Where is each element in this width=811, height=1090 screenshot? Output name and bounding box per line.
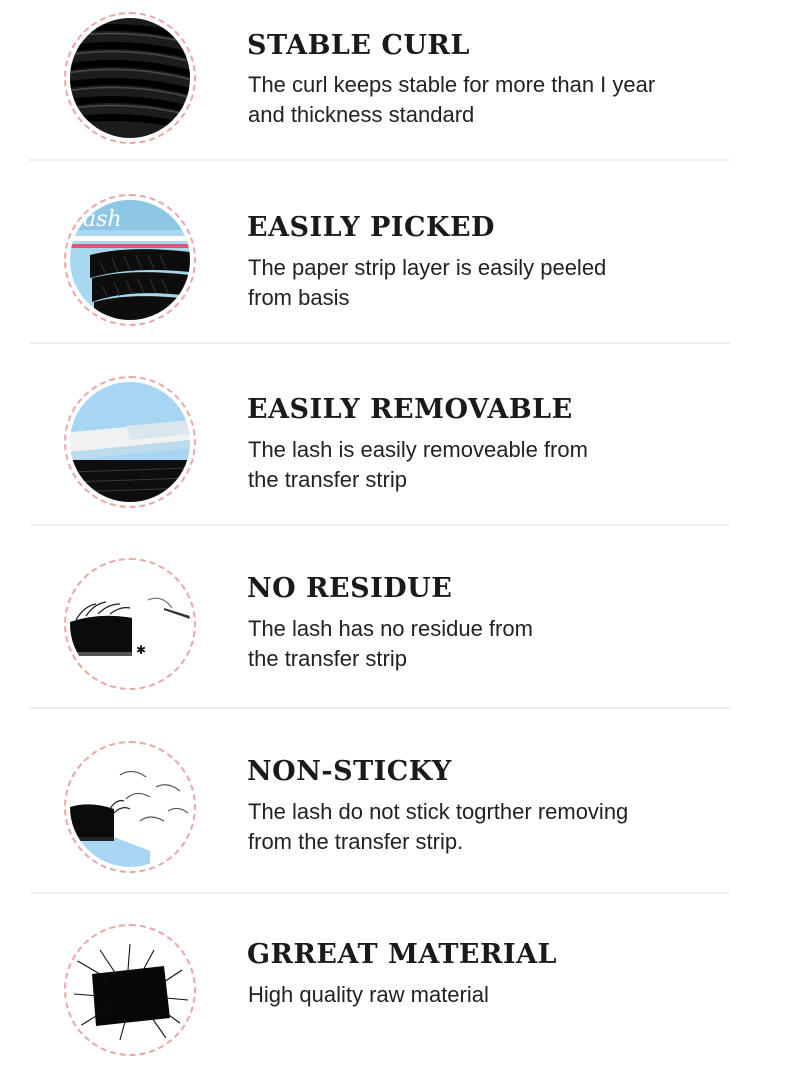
lash-fiber-image <box>70 930 190 1050</box>
lash-tray-graphic <box>70 200 190 320</box>
feature-description-line: from basis <box>248 285 350 310</box>
feature-row-no-residue <box>0 546 811 728</box>
lash-tray-image <box>70 200 190 320</box>
feature-description-line: The lash do not stick togrther removing <box>248 799 629 824</box>
feature-title: STABLE CURL <box>247 30 470 61</box>
lash-strip-image <box>70 382 190 502</box>
feature-row-stable-curl <box>0 0 811 182</box>
feature-description-line: and thickness standard <box>248 102 475 127</box>
feature-title: NO RESIDUE <box>247 573 453 604</box>
row-divider <box>30 524 730 526</box>
feature-row-easily-removable <box>0 364 811 546</box>
feature-description-line: the transfer strip <box>248 646 407 671</box>
feature-description-line: The curl keeps stable for more than I year <box>248 72 656 97</box>
lash-strip-graphic <box>70 382 190 502</box>
feature-description <box>248 980 718 1010</box>
feature-description-line: from the transfer strip. <box>248 829 464 854</box>
feature-description <box>248 70 718 130</box>
feature-description-line: The paper strip layer is easily peeled <box>248 255 607 280</box>
feature-title: EASILY REMOVABLE <box>247 394 573 425</box>
feature-row-easily-picked <box>0 182 811 364</box>
feature-title: EASILY PICKED <box>247 212 495 243</box>
lash-rows-graphic <box>70 18 190 138</box>
feature-description <box>248 435 718 495</box>
lash-rows-image <box>70 18 190 138</box>
feature-title: NON-STICKY <box>247 756 452 787</box>
lash-loose-strands-graphic <box>70 747 190 867</box>
feature-description <box>248 614 718 674</box>
feature-description-line: The lash is easily removeable from <box>248 437 588 462</box>
feature-title: GRREAT MATERIAL <box>247 939 558 970</box>
feature-description-line: the transfer strip <box>248 467 407 492</box>
lash-fiber-graphic <box>70 930 190 1050</box>
feature-description <box>248 797 718 857</box>
feature-row-great-material <box>0 908 811 1090</box>
brand-script-text: lash <box>76 207 122 232</box>
lash-loose-strands-image <box>70 747 190 867</box>
row-divider <box>30 892 730 894</box>
lash-tweezer-graphic <box>70 564 190 684</box>
lash-tweezer-image <box>70 564 190 684</box>
svg-text:✱: ✱ <box>136 643 147 657</box>
row-divider <box>30 159 730 161</box>
feature-description <box>248 253 718 313</box>
feature-description-line: The lash has no residue from <box>248 616 533 641</box>
feature-description-line: High quality raw material <box>248 982 489 1007</box>
row-divider <box>30 707 730 709</box>
row-divider <box>30 342 730 344</box>
feature-row-non-sticky <box>0 729 811 911</box>
